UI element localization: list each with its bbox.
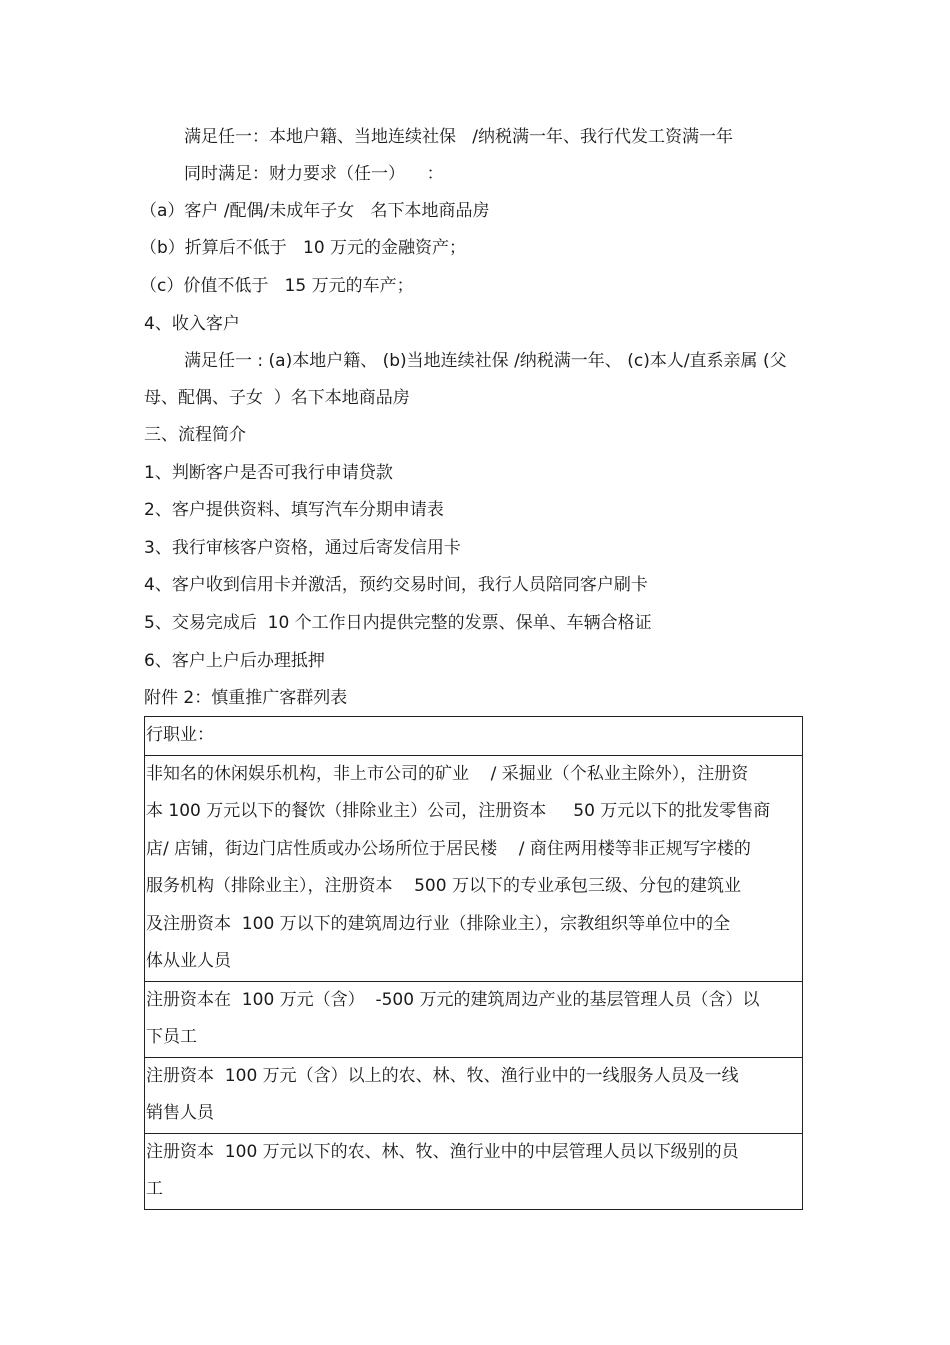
table-cell-line: 体从业人员 xyxy=(146,951,231,971)
list-item: 5、交易完成后 10 个工作日内提供完整的发票、保单、车辆合格证 xyxy=(144,613,652,633)
text-line: （c）价值不低于 15 万元的车产； xyxy=(140,276,414,296)
table-cell-line: 注册资本 100 万元以下的农、林、牧、渔行业中的中层管理人员以下级别的员 xyxy=(146,1141,739,1162)
table-row xyxy=(145,1134,802,1209)
text-line: （a）客户 /配偶/未成年子女 名下本地商品房 xyxy=(140,201,490,221)
table-row xyxy=(145,756,802,982)
text-line: 同时满足：财力要求（任一） ： xyxy=(184,164,444,184)
table-cell-line: 销售人员 xyxy=(146,1103,214,1123)
table-cell-line: 服务机构（排除业主），注册资本 500 万以下的专业承包三级、分包的建筑业 xyxy=(146,876,741,896)
list-item: 1、判断客户是否可我行申请贷款 xyxy=(144,463,393,483)
table-cell-line: 注册资本 100 万元（含）以上的农、林、牧、渔行业中的一线服务人员及一线 xyxy=(146,1065,739,1086)
table-cell-line: 行职业： xyxy=(146,725,214,745)
table-cell-line: 下员工 xyxy=(146,1027,197,1047)
list-item: 6、客户上户后办理抵押 xyxy=(144,651,325,671)
table-cell-line: 店/ 店铺，街边门店性质或办公场所位于居民楼 / 商住两用楼等非正规写字楼的 xyxy=(146,838,751,859)
text-line: （b）折算后不低于 10 万元的金融资产； xyxy=(140,238,467,258)
table-cell-line: 非知名的休闲娱乐机构，非上市公司的矿业 / 采掘业（个私业主除外），注册资 xyxy=(146,763,749,784)
section-heading: 4、收入客户 xyxy=(144,314,240,334)
list-item: 3、我行审核客户资格，通过后寄发信用卡 xyxy=(144,538,461,558)
table-cell-line: 本 100 万元以下的餐饮（排除业主）公司，注册资本 50 万元以下的批发零售商 xyxy=(146,801,771,821)
list-item: 2、客户提供资料、填写汽车分期申请表 xyxy=(144,500,444,520)
customer-group-table xyxy=(144,716,803,1210)
list-item: 4、客户收到信用卡并激活，预约交易时间，我行人员陪同客户刷卡 xyxy=(144,575,648,595)
table-row xyxy=(145,1058,802,1134)
text-line: 满足任一：本地户籍、当地连续社保 /纳税满一年、我行代发工资满一年 xyxy=(184,127,733,147)
section-heading: 三、流程简介 xyxy=(144,425,246,445)
table-cell-line: 及注册资本 100 万以下的建筑周边行业（排除业主），宗教组织等单位中的全 xyxy=(146,913,731,934)
text-line: 满足任一 : (a)本地户籍、 (b)当地连续社保 /纳税满一年、 (c)本人/直系亲属 (父 xyxy=(184,351,787,371)
table-cell-line: 工 xyxy=(146,1179,163,1199)
table-row xyxy=(145,982,802,1058)
table-cell-line: 注册资本在 100 万元（含） -500 万元的建筑周边产业的基层管理人员（含）以 xyxy=(146,989,760,1010)
attachment-title: 附件 2：慎重推广客群列表 xyxy=(144,688,348,708)
text-line: 母、配偶、子女 ）名下本地商品房 xyxy=(144,388,410,408)
table-row xyxy=(145,717,802,756)
